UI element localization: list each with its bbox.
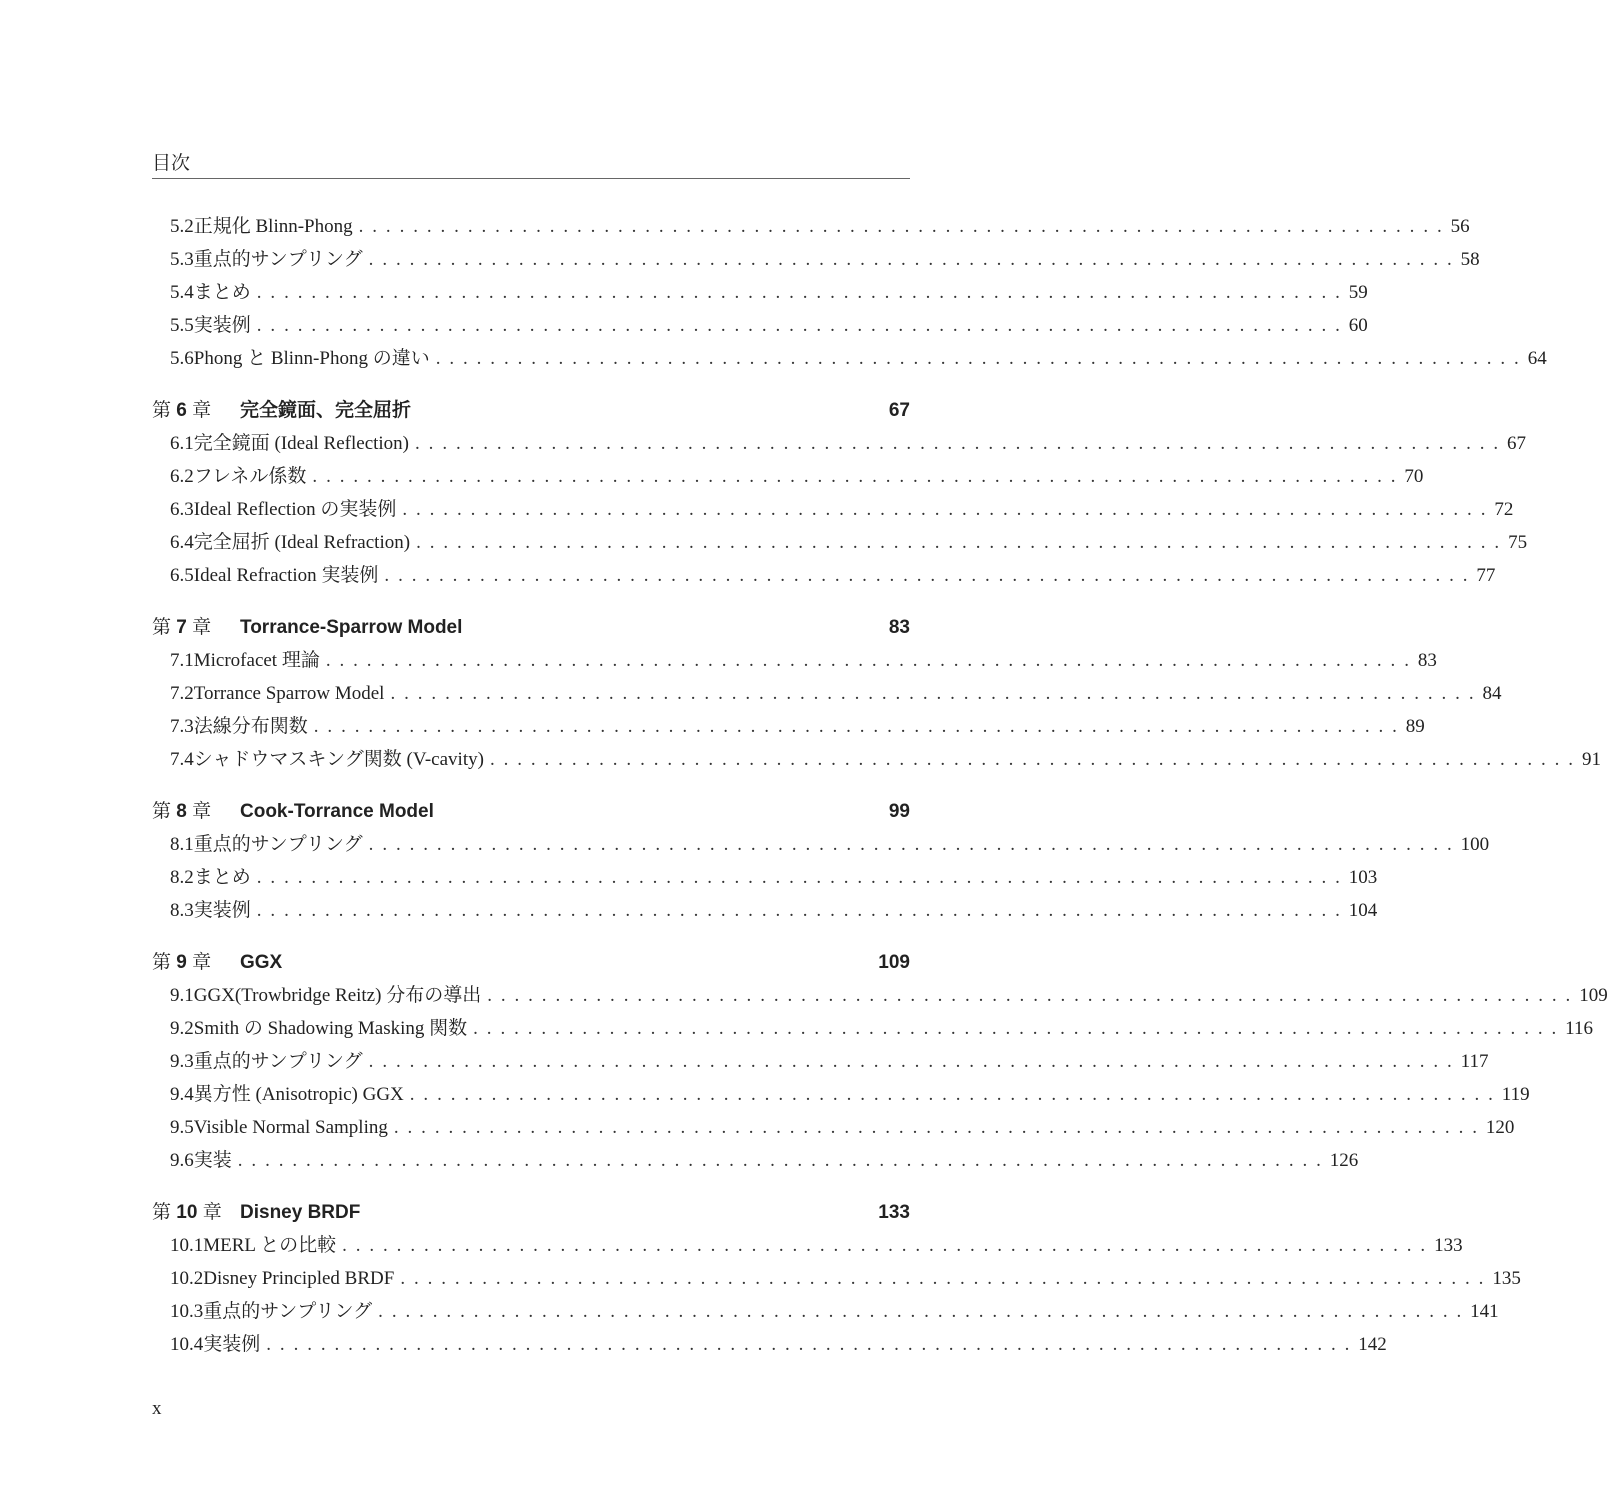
toc-section-entry[interactable]	[152, 1111, 1515, 1144]
section-title: Smith の Shadowing Masking 関数	[193, 1018, 468, 1039]
dot-leader: ................................................................................	[402, 499, 1495, 520]
section-page-number: 60	[1348, 315, 1368, 336]
dot-leader: ................................................................................	[368, 1051, 1461, 1072]
table-of-contents	[152, 210, 1608, 1361]
section-title: 異方性 (Anisotropic) GGX	[193, 1084, 404, 1105]
chapter-page-number: 83	[888, 617, 910, 638]
section-number: 5.6	[170, 348, 194, 369]
chapter-page-number: 133	[878, 1202, 910, 1223]
toc-section-entry[interactable]	[152, 979, 1608, 1012]
chapter-suffix: 章	[202, 1202, 222, 1223]
section-title: Microfacet 理論	[193, 650, 320, 671]
section-number: 5.5	[170, 315, 194, 336]
dot-leader: ................................................................................	[368, 834, 1461, 855]
section-number: 8.1	[170, 834, 194, 855]
section-title: まとめ	[193, 282, 251, 303]
section-page-number: 104	[1348, 900, 1378, 921]
section-title: 完全屈折 (Ideal Refraction)	[193, 532, 411, 553]
section-number: 10.1	[170, 1235, 204, 1256]
dot-leader: ................................................................................	[473, 1018, 1566, 1039]
section-page-number: 117	[1460, 1051, 1489, 1072]
toc-section-entry[interactable]	[152, 427, 1527, 460]
dot-leader: ................................................................................	[325, 650, 1418, 671]
section-title: 法線分布関数	[193, 716, 308, 737]
dot-leader: ................................................................................	[313, 716, 1406, 737]
section-number: 10.2	[170, 1268, 204, 1289]
toc-section-entry[interactable]	[152, 1078, 1530, 1111]
section-title: 実装例	[193, 900, 251, 921]
toc-section-entry[interactable]	[152, 526, 1528, 559]
dot-leader: ................................................................................	[487, 985, 1580, 1006]
toc-chapter-entry[interactable]	[152, 946, 910, 979]
toc-section-entry[interactable]	[152, 894, 1378, 927]
chapter-number	[152, 394, 240, 427]
chapter-prefix: 第	[152, 952, 172, 973]
section-number: 5.3	[170, 249, 194, 270]
toc-section-entry[interactable]	[152, 1229, 1463, 1262]
section-page-number: 67	[1507, 433, 1527, 454]
chapter-digit: 10	[176, 1202, 198, 1223]
section-title: 重点的サンプリング	[193, 249, 363, 270]
section-title: Ideal Refraction 実装例	[193, 565, 379, 586]
section-title: Torrance Sparrow Model	[193, 683, 385, 704]
section-page-number: 75	[1508, 532, 1528, 553]
section-page-number: 100	[1460, 834, 1490, 855]
dot-leader: ................................................................................	[400, 1268, 1493, 1289]
section-number: 9.4	[170, 1084, 194, 1105]
section-number: 8.3	[170, 900, 194, 921]
toc-chapter-entry[interactable]	[152, 795, 910, 828]
dot-leader: ................................................................................	[237, 1150, 1330, 1171]
dot-leader: ................................................................................	[435, 348, 1528, 369]
toc-section-entry[interactable]	[152, 861, 1378, 894]
section-page-number: 133	[1434, 1235, 1463, 1256]
section-number: 6.2	[170, 466, 194, 487]
chapter-page-number: 67	[888, 400, 910, 421]
section-page-number: 64	[1527, 348, 1547, 369]
dot-leader: ................................................................................	[416, 532, 1509, 553]
section-page-number: 89	[1405, 716, 1425, 737]
section-page-number: 91	[1581, 749, 1601, 770]
section-title: 実装例	[193, 315, 251, 336]
chapter-digit: 9	[176, 952, 187, 973]
toc-section-entry[interactable]	[152, 710, 1425, 743]
section-number: 9.3	[170, 1051, 194, 1072]
chapter-suffix: 章	[192, 400, 212, 421]
dot-leader: ................................................................................	[415, 433, 1508, 454]
section-title: MERL との比較	[203, 1235, 337, 1256]
toc-section-entry[interactable]	[152, 1295, 1499, 1328]
toc-chapter-entry[interactable]	[152, 1196, 910, 1229]
section-number: 5.2	[170, 216, 194, 237]
section-number: 9.2	[170, 1018, 194, 1039]
toc-section-entry[interactable]	[152, 1144, 1359, 1177]
dot-leader: ................................................................................	[312, 466, 1405, 487]
section-page-number: 116	[1565, 1018, 1593, 1039]
section-title: 重点的サンプリング	[193, 834, 363, 855]
chapter-prefix: 第	[152, 400, 172, 421]
section-title: 完全鏡面 (Ideal Reflection)	[193, 433, 410, 454]
dot-leader: ................................................................................	[256, 315, 1349, 336]
section-page-number: 70	[1404, 466, 1424, 487]
section-page-number: 83	[1417, 650, 1437, 671]
section-title: Ideal Reflection の実装例	[193, 499, 397, 520]
toc-section-entry[interactable]	[152, 559, 1496, 592]
chapter-title: Disney BRDF	[240, 1202, 361, 1223]
section-number: 6.5	[170, 565, 194, 586]
toc-section-entry[interactable]	[152, 243, 1480, 276]
section-number: 8.2	[170, 867, 194, 888]
section-page-number: 141	[1470, 1301, 1499, 1322]
dot-leader: ................................................................................	[409, 1084, 1502, 1105]
toc-section-entry[interactable]	[152, 460, 1424, 493]
dot-leader: ................................................................................	[342, 1235, 1435, 1256]
chapter-prefix: 第	[152, 1202, 172, 1223]
section-title: 実装	[193, 1150, 232, 1171]
dot-leader: ................................................................................	[489, 749, 1582, 770]
dot-leader: ................................................................................	[378, 1301, 1471, 1322]
section-number: 10.3	[170, 1301, 204, 1322]
section-title: Phong と Blinn-Phong の違い	[193, 348, 430, 369]
section-page-number: 142	[1358, 1334, 1387, 1355]
page-number: x	[152, 1398, 162, 1419]
toc-section-entry[interactable]	[152, 1328, 1387, 1361]
chapter-suffix: 章	[192, 952, 212, 973]
toc-section-entry[interactable]	[152, 677, 1502, 710]
chapter-title: Cook-Torrance Model	[240, 801, 434, 822]
section-page-number: 135	[1492, 1268, 1521, 1289]
dot-leader: ................................................................................	[256, 867, 1349, 888]
toc-section-entry[interactable]	[152, 210, 1470, 243]
section-number: 7.3	[170, 716, 194, 737]
section-title: フレネル係数	[193, 466, 307, 487]
chapter-number	[152, 611, 240, 644]
section-page-number: 126	[1329, 1150, 1359, 1171]
chapter-title: GGX	[240, 952, 283, 973]
toc-section-entry[interactable]	[152, 828, 1490, 861]
section-page-number: 77	[1476, 565, 1496, 586]
toc-section-entry[interactable]	[152, 644, 1437, 677]
toc-chapter-entry[interactable]	[152, 611, 910, 644]
chapter-digit: 8	[176, 801, 187, 822]
section-title: シャドウマスキング関数 (V-cavity)	[193, 749, 484, 770]
dot-leader: ................................................................................	[384, 565, 1477, 586]
toc-section-entry[interactable]	[152, 342, 1547, 375]
section-page-number: 120	[1485, 1117, 1515, 1138]
chapter-page-number: 109	[878, 952, 910, 973]
section-number: 9.6	[170, 1150, 194, 1171]
section-page-number: 103	[1348, 867, 1378, 888]
section-title: 重点的サンプリング	[203, 1301, 373, 1322]
toc-section-entry[interactable]	[152, 743, 1601, 776]
header-rule	[152, 178, 910, 179]
chapter-number	[152, 1196, 240, 1229]
toc-section-entry[interactable]	[152, 276, 1368, 309]
dot-leader: ................................................................................	[358, 216, 1451, 237]
chapter-number	[152, 795, 240, 828]
toc-section-entry[interactable]	[152, 1045, 1489, 1078]
dot-leader: ................................................................................	[256, 282, 1349, 303]
section-title: Visible Normal Sampling	[193, 1117, 388, 1138]
section-title: 重点的サンプリング	[193, 1051, 363, 1072]
running-header-title: 目次	[152, 153, 191, 174]
chapter-number	[152, 946, 240, 979]
toc-section-entry[interactable]	[152, 1012, 1593, 1045]
section-page-number: 58	[1460, 249, 1480, 270]
toc-section-entry[interactable]	[152, 493, 1514, 526]
section-number: 10.4	[170, 1334, 204, 1355]
section-number: 6.3	[170, 499, 194, 520]
chapter-title: 完全鏡面、完全屈折	[240, 400, 412, 421]
section-number: 5.4	[170, 282, 194, 303]
section-title: 正規化 Blinn-Phong	[193, 216, 353, 237]
section-number: 6.1	[170, 433, 194, 454]
section-number: 6.4	[170, 532, 194, 553]
section-title: 実装例	[203, 1334, 261, 1355]
toc-section-entry[interactable]	[152, 1262, 1521, 1295]
section-title: Disney Principled BRDF	[203, 1268, 395, 1289]
section-number: 7.2	[170, 683, 194, 704]
chapter-suffix: 章	[192, 801, 212, 822]
section-page-number: 84	[1482, 683, 1502, 704]
section-title: まとめ	[193, 867, 251, 888]
section-number: 9.1	[170, 985, 194, 1006]
toc-section-entry[interactable]	[152, 309, 1368, 342]
chapter-digit: 7	[176, 617, 187, 638]
section-page-number: 109	[1579, 985, 1608, 1006]
section-page-number: 72	[1494, 499, 1514, 520]
chapter-title: Torrance-Sparrow Model	[240, 617, 463, 638]
dot-leader: ................................................................................	[393, 1117, 1486, 1138]
dot-leader: ................................................................................	[256, 900, 1349, 921]
chapter-page-number: 99	[888, 801, 910, 822]
toc-chapter-entry[interactable]	[152, 394, 910, 427]
dot-leader: ................................................................................	[390, 683, 1483, 704]
chapter-digit: 6	[176, 400, 187, 421]
chapter-prefix: 第	[152, 801, 172, 822]
section-page-number: 59	[1348, 282, 1368, 303]
section-page-number: 56	[1450, 216, 1470, 237]
dot-leader: ................................................................................	[266, 1334, 1359, 1355]
section-number: 9.5	[170, 1117, 194, 1138]
chapter-suffix: 章	[192, 617, 212, 638]
section-number: 7.4	[170, 749, 194, 770]
section-title: GGX(Trowbridge Reitz) 分布の導出	[193, 985, 482, 1006]
section-page-number: 119	[1501, 1084, 1530, 1105]
section-number: 7.1	[170, 650, 194, 671]
chapter-prefix: 第	[152, 617, 172, 638]
dot-leader: ................................................................................	[368, 249, 1461, 270]
